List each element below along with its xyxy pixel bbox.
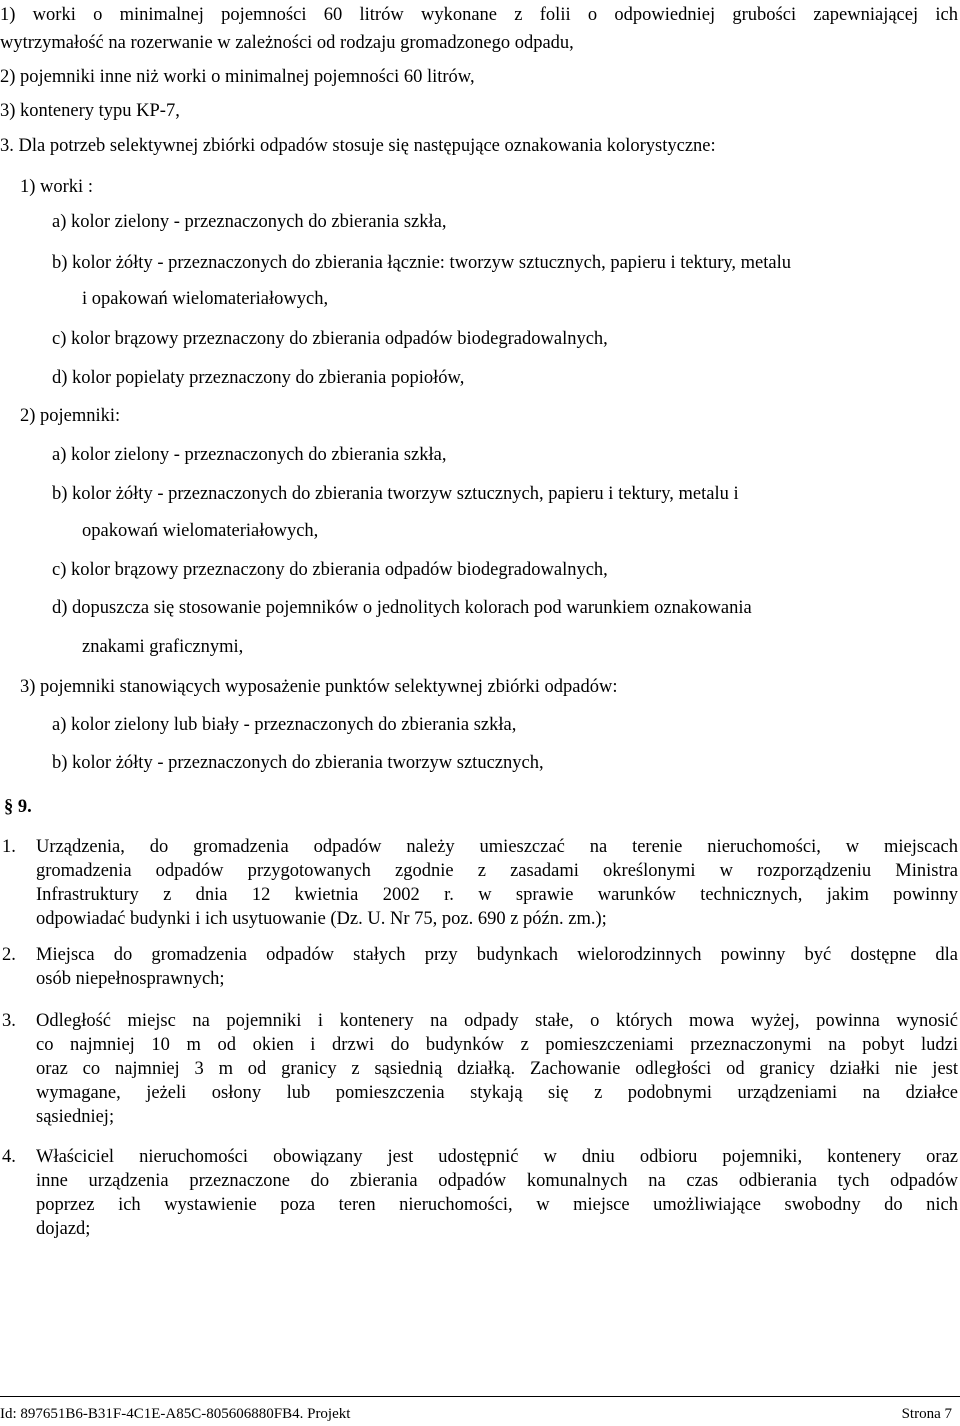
list-item-continuation: i opakowań wielomateriałowych,	[82, 289, 329, 309]
item-number: 3.	[2, 1011, 16, 1031]
paragraph-line: osób niepełnosprawnych;	[36, 969, 225, 989]
paragraph-line: Miejsca do gromadzenia odpadów stałych przy budynkach wielorodzinnych powinny być dostępne dla	[36, 945, 958, 965]
list-item: a) kolor zielony - przeznaczonych do zbierania szkła,	[52, 445, 447, 465]
list-item: 3) kontenery typu KP-7,	[0, 101, 180, 121]
list-item-continuation: znakami graficznymi,	[82, 637, 244, 657]
footer-divider	[0, 1396, 960, 1397]
list-item: d) dopuszcza się stosowanie pojemników o jednolitych kolorach pod warunkiem oznakowania	[52, 598, 752, 618]
punkty-heading: 3) pojemniki stanowiących wyposażenie punktów selektywnej zbiórki odpadów:	[20, 677, 618, 697]
paragraph-line: Odległość miejsc na pojemniki i kontenery na odpady stałe, o których mowa wyżej, powinna wynosić	[36, 1011, 958, 1031]
section-title: § 9.	[4, 797, 32, 817]
item-number: 1.	[2, 837, 16, 857]
list-item: a) kolor zielony - przeznaczonych do zbierania szkła,	[52, 212, 447, 232]
paragraph-line: gromadzenia odpadów przygotowanych zgodnie z zasadami określonymi w rozporządzeniu Ministra	[36, 861, 958, 881]
list-item-continuation: wytrzymałość na rozerwanie w zależności od rodzaju gromadzonego odpadu,	[0, 33, 574, 53]
list-item: b) kolor żółty - przeznaczonych do zbierania tworzyw sztucznych, papieru i tektury, metalu i	[52, 484, 739, 504]
paragraph-line: dojazd;	[36, 1219, 91, 1239]
paragraph-line: poprzez ich wystawienie poza teren nieruchomości, w miejsce umożliwiające swobodny do nich	[36, 1195, 958, 1215]
footer-page-number: Strona 7	[901, 1406, 952, 1422]
paragraph-line: Infrastruktury z dnia 12 kwietnia 2002 r. w sprawie warunków technicznych, jakim powinny	[36, 885, 958, 905]
list-item: c) kolor brązowy przeznaczony do zbierania odpadów biodegradowalnych,	[52, 560, 608, 580]
list-item: a) kolor zielony lub biały - przeznaczonych do zbierania szkła,	[52, 715, 517, 735]
pojemniki-heading: 2) pojemniki:	[20, 406, 121, 426]
paragraph-line: inne urządzenia przeznaczone do zbierania odpadów komunalnych na czas odbierania tych odpadów	[36, 1171, 958, 1191]
list-item-continuation: opakowań wielomateriałowych,	[82, 521, 319, 541]
worki-heading: 1) worki :	[20, 177, 93, 197]
list-item: 2) pojemniki inne niż worki o minimalnej pojemności 60 litrów,	[0, 67, 475, 87]
list-item: 1) worki o minimalnej pojemności 60 litrów wykonane z folii o odpowiedniej grubości zapewniającej ich	[0, 5, 958, 25]
item-number: 2.	[2, 945, 16, 965]
point-3-intro: 3. Dla potrzeb selektywnej zbiórki odpadów stosuje się następujące oznakowania kolorystyczne:	[0, 136, 716, 156]
paragraph-line: wymagane, jeżeli osłony lub pomieszczenia stykają się z podobnymi urządzeniami na działce	[36, 1083, 958, 1103]
list-item: d) kolor popielaty przeznaczony do zbierania popiołów,	[52, 368, 465, 388]
list-item: b) kolor żółty - przeznaczonych do zbierania tworzyw sztucznych,	[52, 753, 544, 773]
paragraph-line: Urządzenia, do gromadzenia odpadów należy umieszczać na terenie nieruchomości, w miejscach	[36, 837, 958, 857]
footer-document-id: Id: 897651B6-B31F-4C1E-A85C-805606880FB4. Projekt	[0, 1406, 351, 1422]
item-number: 4.	[2, 1147, 16, 1167]
paragraph-line: co najmniej 10 m od okien i drzwi do budynków z pomieszczeniami przeznaczonymi na pobyt ludzi	[36, 1035, 958, 1055]
list-item: c) kolor brązowy przeznaczony do zbierania odpadów biodegradowalnych,	[52, 329, 608, 349]
paragraph-line: Właściciel nieruchomości obowiązany jest udostępnić w dniu odbioru pojemniki, kontenery oraz	[36, 1147, 958, 1167]
paragraph-line: sąsiedniej;	[36, 1107, 115, 1127]
paragraph-line: oraz co najmniej 3 m od granicy z sąsiednią działką. Zachowanie odległości od granicy działki nie jest	[36, 1059, 958, 1079]
paragraph-line: odpowiadać budynki i ich usytuowanie (Dz. U. Nr 75, poz. 690 z późn. zm.);	[36, 909, 607, 929]
list-item: b) kolor żółty - przeznaczonych do zbierania łącznie: tworzyw sztucznych, papieru i tektury, metalu	[52, 253, 791, 273]
